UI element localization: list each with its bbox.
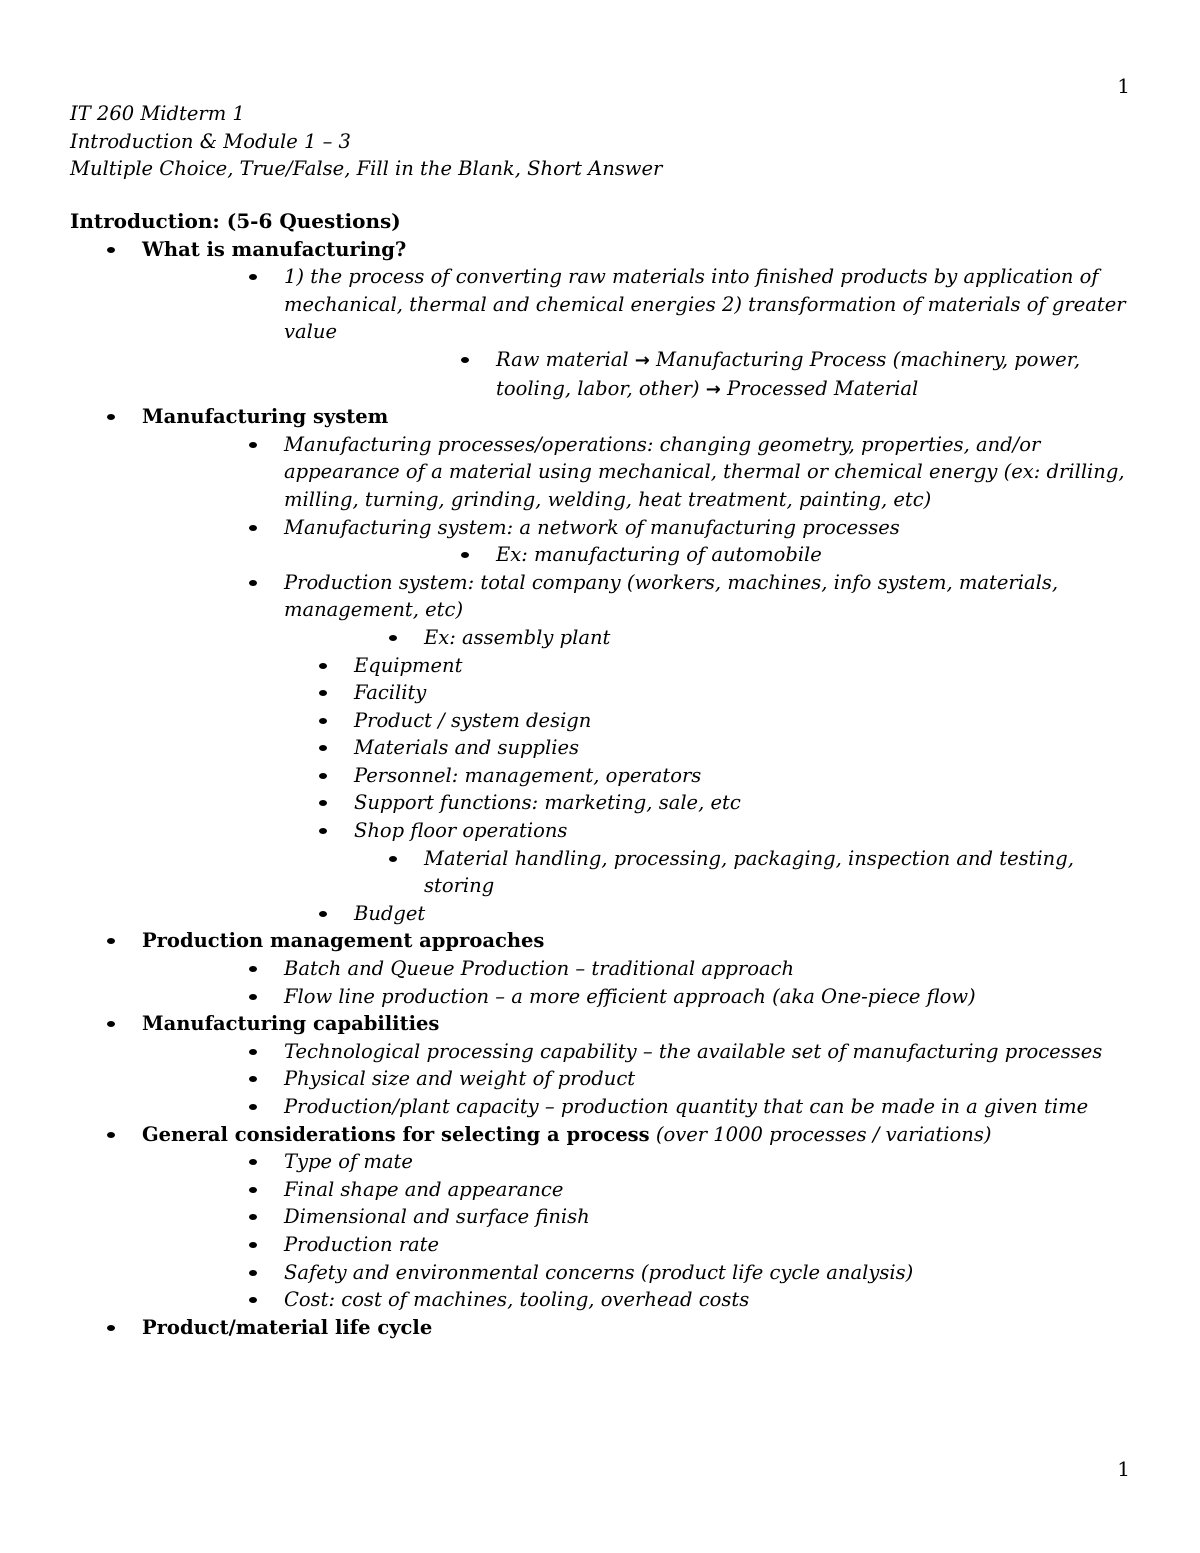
topic-manufacturing-system <box>70 403 1135 927</box>
subtopic-list <box>142 652 1135 845</box>
list-item <box>142 1203 1135 1231</box>
bullet-icon <box>249 1076 257 1082</box>
list-item-text: Equipment <box>354 653 463 677</box>
bullet-icon <box>107 1132 115 1138</box>
list-item <box>142 789 1135 817</box>
list-item-text: Shop floor operations <box>354 819 568 843</box>
bullet-icon <box>107 938 115 944</box>
topic-label: Product/material life cycle <box>142 1315 433 1339</box>
list-item-text: Manufacturing processes/operations: changing geometry, properties, and/or appearance of a material using mechanical, thermal or chemical energy (ex: drilling, milling, turning, grinding, welding, heat treatment, painting, etc) <box>284 432 1125 511</box>
bullet-icon <box>319 690 327 696</box>
bullet-icon <box>461 552 469 558</box>
topic-label: Manufacturing system <box>142 405 389 429</box>
topic-general-considerations <box>70 1121 1135 1314</box>
subtopic-list <box>284 541 1135 569</box>
list-item <box>284 541 1135 569</box>
list-item <box>142 1038 1135 1066</box>
list-item <box>284 346 1135 403</box>
list-item <box>142 845 1135 900</box>
topic-list <box>70 236 1135 1342</box>
list-item <box>142 762 1135 790</box>
exam-scope: Introduction & Module 1 – 3 <box>70 129 351 153</box>
list-item-text: Budget <box>354 901 426 925</box>
study-guide-content <box>70 208 1135 1341</box>
list-item <box>142 652 1135 680</box>
subtopic-list <box>142 1038 1135 1121</box>
list-item-text: Product / system design <box>354 708 592 732</box>
bullet-icon <box>107 414 115 420</box>
list-item <box>142 1286 1135 1314</box>
list-item-text: Production rate <box>284 1232 440 1256</box>
topic-label: Manufacturing capabilities <box>142 1012 440 1036</box>
list-item <box>142 624 1135 652</box>
question-types: Multiple Choice, True/False, Fill in the Blank, Short Answer <box>70 157 663 181</box>
list-item <box>142 431 1135 514</box>
page-number-bottom: 1 <box>1117 1457 1130 1481</box>
bullet-icon <box>319 718 327 724</box>
subtopic-list <box>142 431 1135 624</box>
subtopic-list <box>142 900 1135 928</box>
list-item-text: Type of mate <box>284 1150 413 1174</box>
bullet-icon <box>249 1159 257 1165</box>
bullet-icon <box>107 1325 115 1331</box>
list-item <box>142 900 1135 928</box>
list-item-text: Materials and supplies <box>354 736 580 760</box>
bullet-icon <box>249 1270 257 1276</box>
bullet-icon <box>107 247 115 253</box>
subtopic-list <box>142 263 1135 403</box>
subtopic-list <box>142 845 1135 900</box>
topic-label: What is manufacturing? <box>142 237 407 261</box>
section-heading: Introduction: (5-6 Questions) <box>70 209 401 233</box>
list-item <box>142 263 1135 403</box>
subtopic-list <box>142 1148 1135 1314</box>
topic-production-management <box>70 927 1135 1010</box>
bullet-icon <box>319 911 327 917</box>
course-title: IT 260 Midterm 1 <box>70 102 245 125</box>
bullet-icon <box>249 274 257 280</box>
bullet-icon <box>107 1021 115 1027</box>
list-item <box>142 817 1135 845</box>
page-number-top: 1 <box>1117 74 1130 98</box>
bullet-icon <box>319 663 327 669</box>
flow-text: Manufacturing Process (machinery, power, tooling, labor, other) <box>496 347 1081 400</box>
bullet-icon <box>319 773 327 779</box>
subtopic-list <box>284 346 1135 403</box>
list-item-text: Batch and Queue Production – traditional approach <box>284 957 795 981</box>
bullet-icon <box>249 442 257 448</box>
definition-text: 1) the process of converting raw materials into finished products by application of mechanical, thermal and chemical energies 2) transformation of materials of greater value <box>284 265 1126 344</box>
list-item-text: Production system: total company (workers, machines, info system, materials, management, etc) <box>284 570 1059 622</box>
bullet-icon <box>319 800 327 806</box>
list-item-text: Physical size and weight of product <box>284 1067 636 1091</box>
list-item <box>142 679 1135 707</box>
list-item <box>142 1093 1135 1121</box>
list-item <box>142 1176 1135 1204</box>
bullet-icon <box>249 1049 257 1055</box>
list-item-text: Ex: assembly plant <box>424 625 611 649</box>
list-item-text: Personnel: management, operators <box>354 763 702 787</box>
list-item-text: Facility <box>354 681 427 705</box>
flow-text: Processed Material <box>720 376 919 400</box>
list-item <box>142 955 1135 983</box>
list-item-text: Support functions: marketing, sale, etc <box>354 791 741 815</box>
list-item-text: Manufacturing system: a network of manufacturing processes <box>284 515 900 539</box>
document-header <box>70 100 662 183</box>
list-item <box>142 1259 1135 1287</box>
list-item-text: Ex: manufacturing of automobile <box>496 543 822 567</box>
bullet-icon <box>249 994 257 1000</box>
list-item <box>142 1231 1135 1259</box>
right-arrow-icon: → <box>705 378 721 400</box>
subtopic-list <box>142 955 1135 1010</box>
list-item-text: Flow line production – a more efficient approach (aka One-piece flow) <box>284 984 976 1008</box>
list-item <box>142 707 1135 735</box>
list-item-text: Cost: cost of machines, tooling, overhead costs <box>284 1288 750 1312</box>
list-item-text: Material handling, processing, packaging, inspection and testing, storing <box>424 846 1074 898</box>
topic-product-life-cycle <box>70 1314 1135 1342</box>
list-item <box>142 1065 1135 1093</box>
list-item-text: Final shape and appearance <box>284 1177 564 1201</box>
right-arrow-icon: → <box>634 349 650 371</box>
topic-label: General considerations for selecting a process <box>142 1122 650 1146</box>
list-item-text: Production/plant capacity – production quantity that can be made in a given time <box>284 1095 1089 1118</box>
bullet-icon <box>249 525 257 531</box>
bullet-icon <box>249 1297 257 1303</box>
list-item <box>142 569 1135 624</box>
bullet-icon <box>319 745 327 751</box>
bullet-icon <box>249 1214 257 1220</box>
list-item <box>142 734 1135 762</box>
list-item-text: Safety and environmental concerns (product life cycle analysis) <box>284 1260 914 1284</box>
topic-label: Production management approaches <box>142 929 545 953</box>
topic-what-is-manufacturing <box>70 236 1135 404</box>
bullet-icon <box>319 828 327 834</box>
topic-note: (over 1000 processes / variations) <box>655 1122 992 1146</box>
list-item <box>142 983 1135 1011</box>
list-item-text: Dimensional and surface finish <box>284 1205 590 1229</box>
bullet-icon <box>389 856 397 862</box>
bullet-icon <box>249 1187 257 1193</box>
list-item <box>142 514 1135 569</box>
topic-manufacturing-capabilities <box>70 1010 1135 1120</box>
bullet-icon <box>249 1242 257 1248</box>
bullet-icon <box>461 357 469 363</box>
subtopic-list <box>142 624 1135 652</box>
bullet-icon <box>249 966 257 972</box>
flow-text: Raw material <box>496 347 635 371</box>
bullet-icon <box>389 635 397 641</box>
bullet-icon <box>249 580 257 586</box>
list-item-text: Technological processing capability – the available set of manufacturing processes <box>284 1039 1103 1063</box>
bullet-icon <box>249 1104 257 1110</box>
list-item <box>142 1148 1135 1176</box>
